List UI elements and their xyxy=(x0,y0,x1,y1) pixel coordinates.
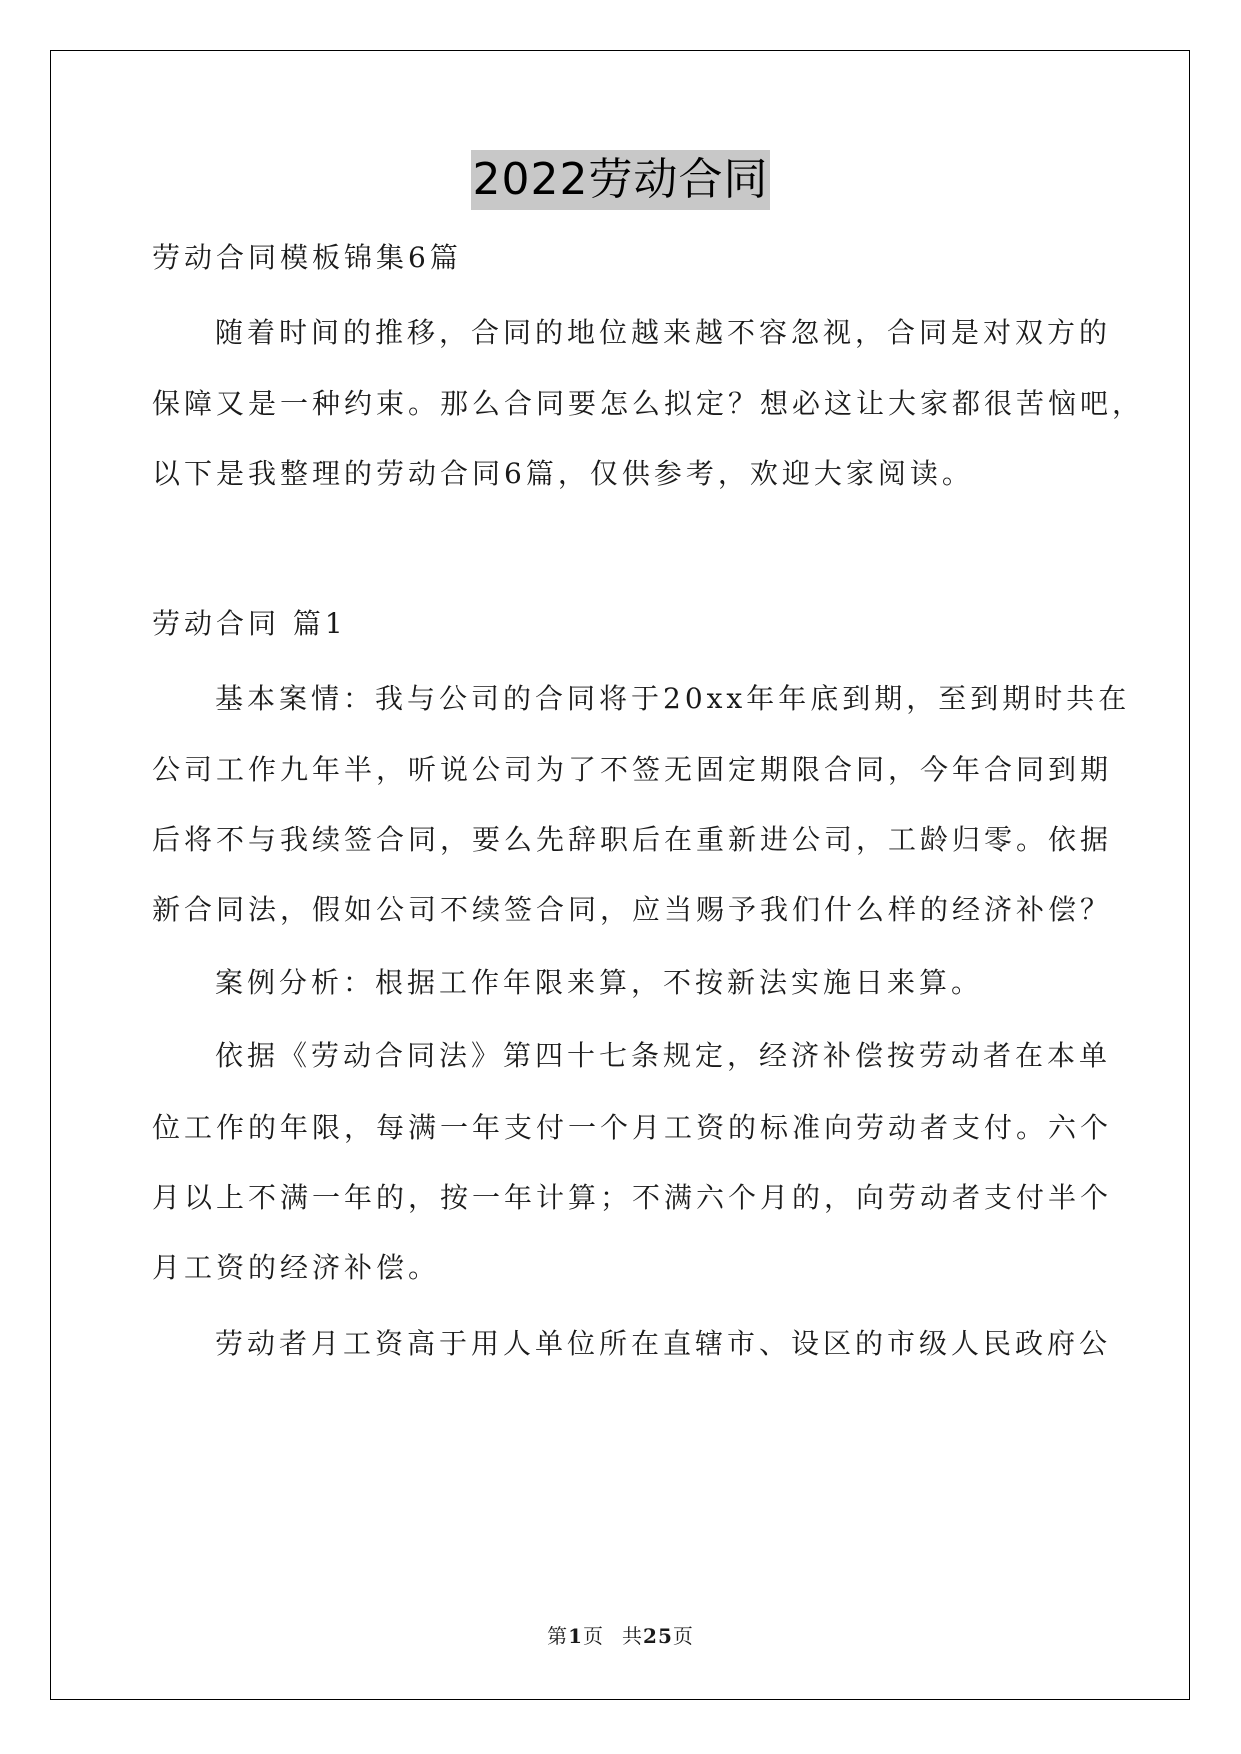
page-footer xyxy=(0,1622,1241,1650)
body-line-6: 依据《劳动合同法》第四十七条规定，经济补偿按劳动者在本单 xyxy=(215,1039,1112,1072)
body-line-2: 公司工作九年半，听说公司为了不签无固定期限合同，今年合同到期 xyxy=(152,753,1113,786)
section-heading: 劳动合同 篇1 xyxy=(152,607,347,640)
body-line-8: 月以上不满一年的，按一年计算；不满六个月的，向劳动者支付半个 xyxy=(152,1181,1113,1214)
document-subtitle: 劳动合同模板锦集6篇 xyxy=(152,241,462,274)
body-line-1: 基本案情：我与公司的合同将于20xx年年底到期，至到期时共在 xyxy=(215,682,1131,715)
footer-total-suffix: 页 xyxy=(672,1624,694,1648)
body-line-5: 案例分析：根据工作年限来算，不按新法实施日来算。 xyxy=(215,966,984,999)
footer-page-prefix: 第 xyxy=(547,1624,569,1648)
page-border xyxy=(50,50,1190,1700)
document-title: 2022劳动合同 xyxy=(471,150,771,210)
footer-total-pages: 25 xyxy=(643,1624,673,1648)
body-line-3: 后将不与我续签合同，要么先辞职后在重新进公司，工龄归零。依据 xyxy=(152,823,1113,856)
title-container xyxy=(0,150,1241,210)
body-line-7: 位工作的年限，每满一年支付一个月工资的标准向劳动者支付。六个 xyxy=(152,1111,1113,1144)
footer-total-prefix: 共 xyxy=(622,1624,644,1648)
footer-page-suffix: 页 xyxy=(583,1624,605,1648)
intro-line-3: 以下是我整理的劳动合同6篇，仅供参考，欢迎大家阅读。 xyxy=(152,457,974,490)
body-line-9: 月工资的经济补偿。 xyxy=(152,1251,441,1284)
intro-line-2: 保障又是一种约束。那么合同要怎么拟定？想必这让大家都很苦恼吧， xyxy=(152,387,1145,420)
body-line-4: 新合同法，假如公司不续签合同，应当赐予我们什么样的经济补偿？ xyxy=(152,893,1113,926)
body-line-10: 劳动者月工资高于用人单位所在直辖市、设区的市级人民政府公 xyxy=(215,1327,1112,1360)
footer-page-number: 1 xyxy=(568,1624,584,1648)
intro-line-1: 随着时间的推移，合同的地位越来越不容忽视，合同是对双方的 xyxy=(215,316,1112,349)
